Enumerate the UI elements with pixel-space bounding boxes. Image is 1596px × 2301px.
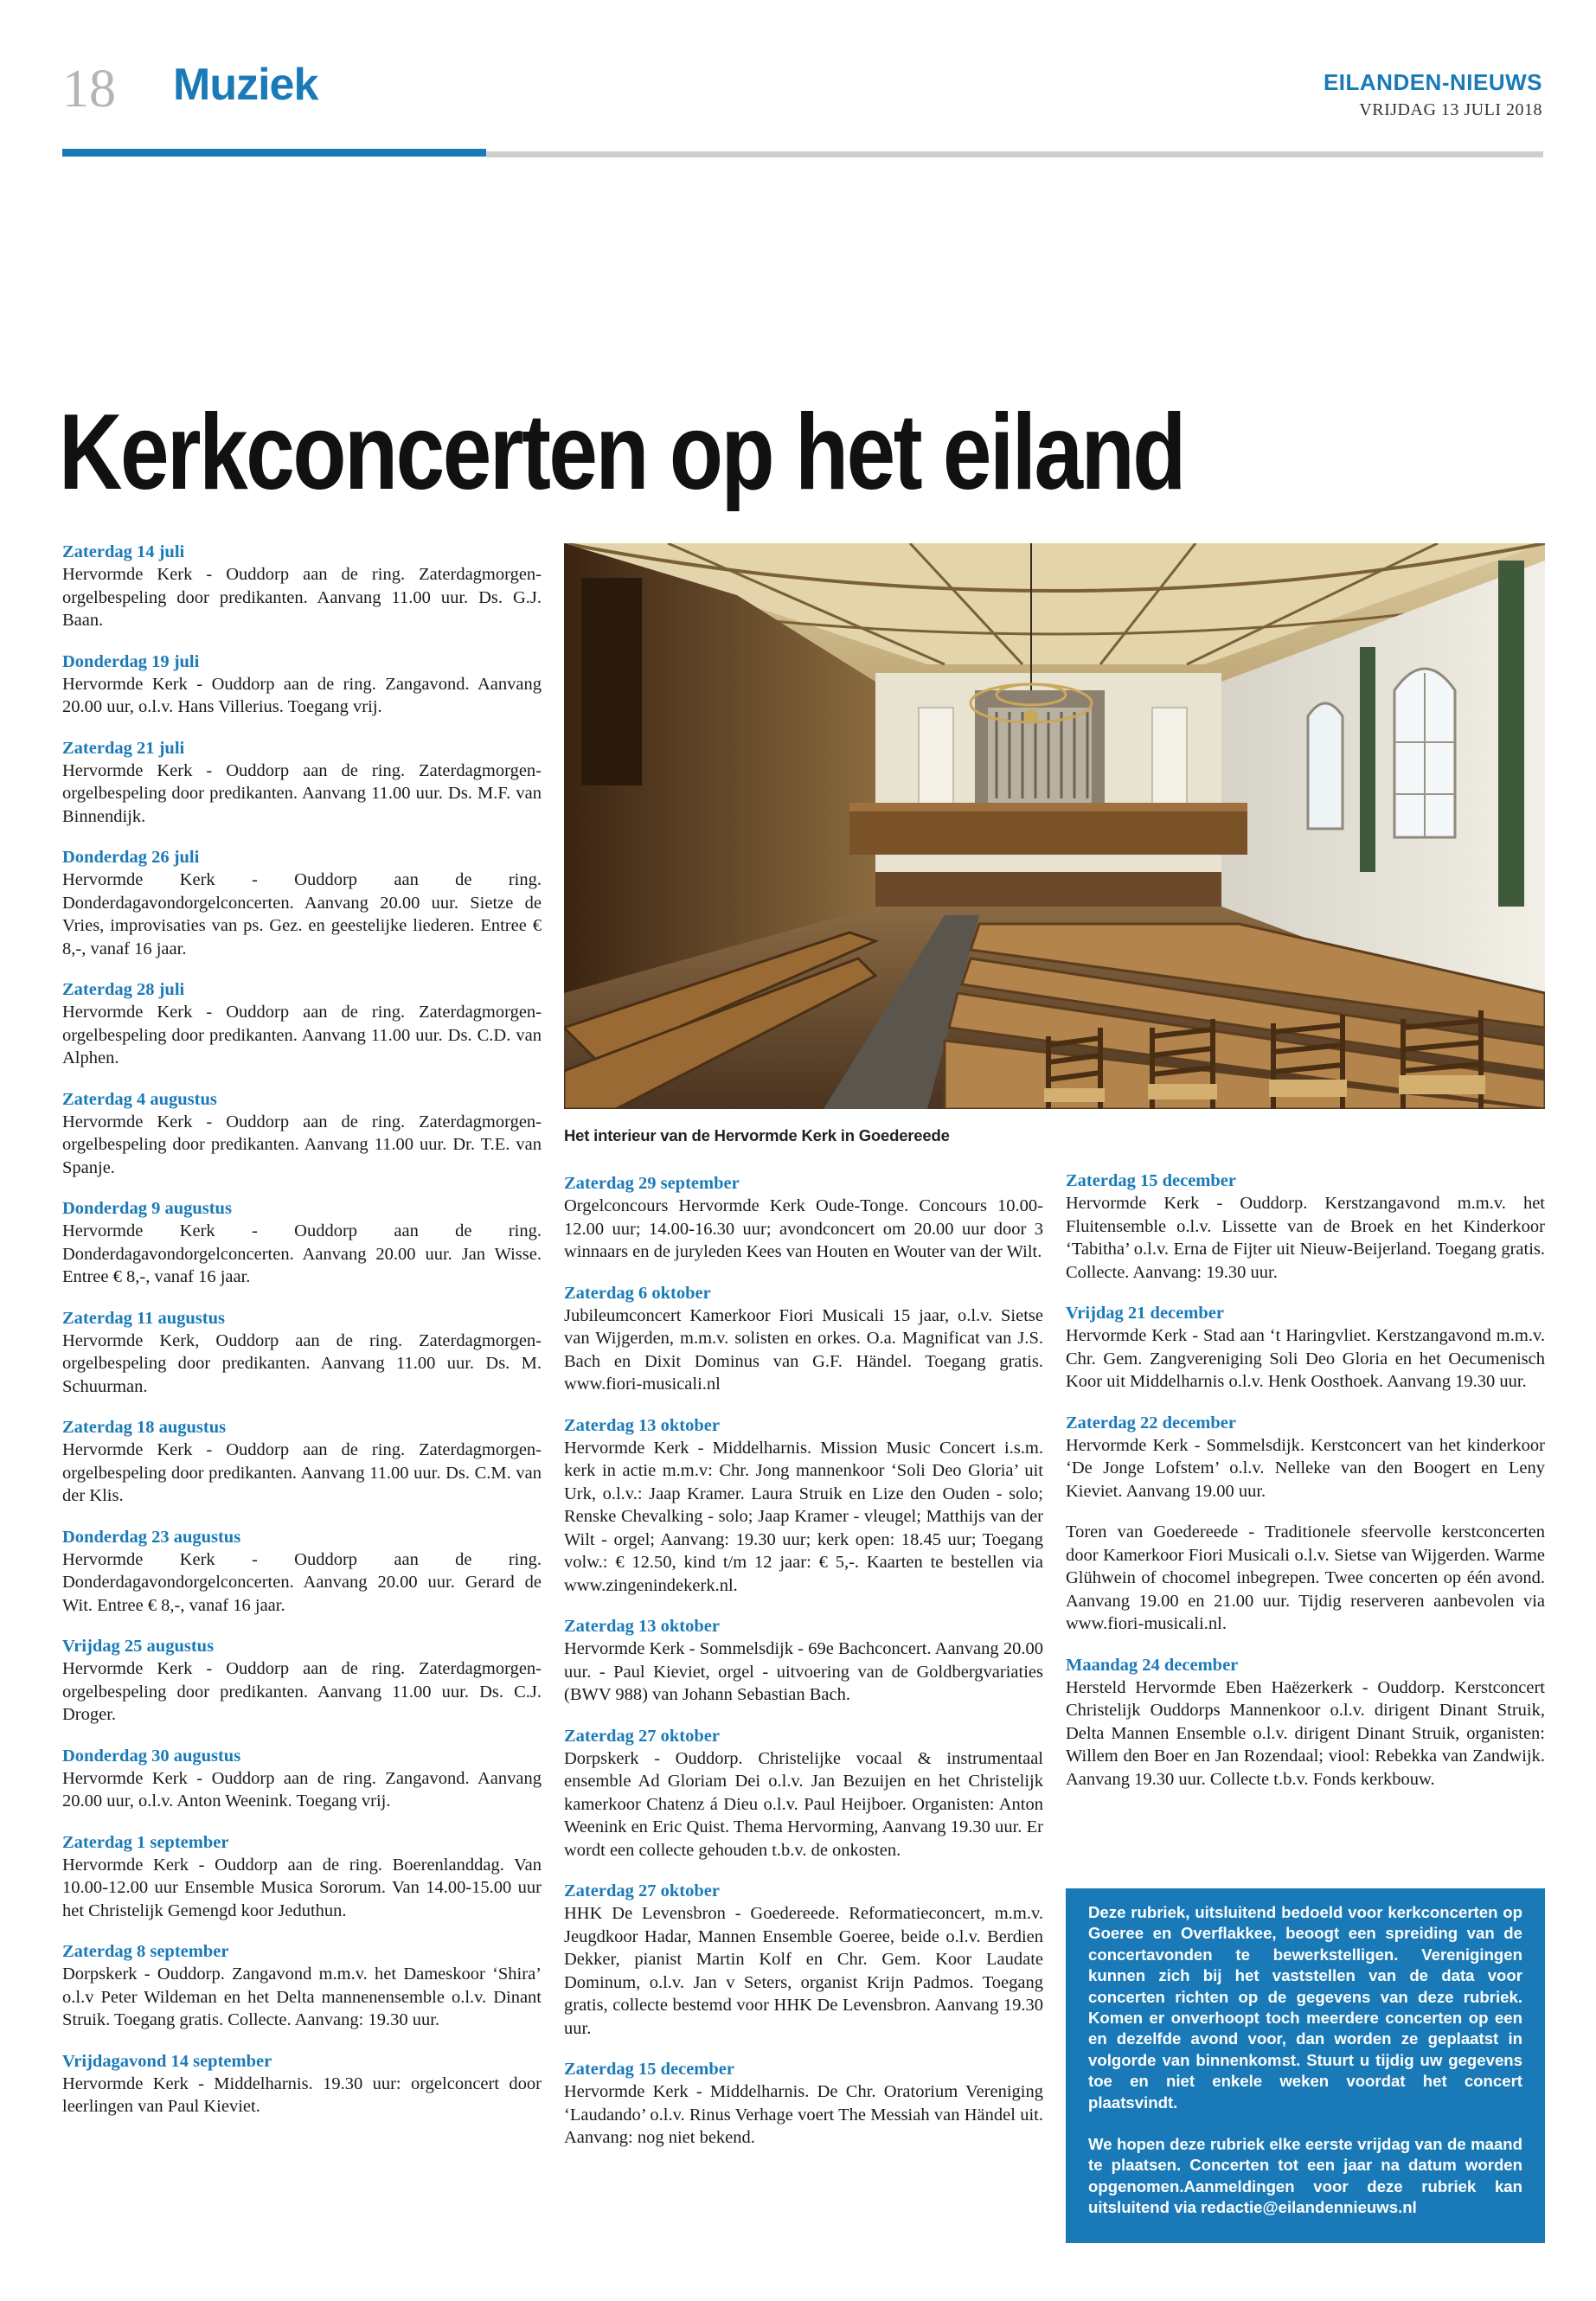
event-date: Zaterdag 6 oktober <box>564 1283 711 1303</box>
event-date: Maandag 24 december <box>1066 1655 1239 1675</box>
event-description: Hervormde Kerk - Middelharnis. 19.30 uur: orgelconcert door leerlingen van Paul Kieviet. <box>62 2073 542 2116</box>
event-date: Zaterdag 15 december <box>564 2060 734 2079</box>
event-description: Hervormde Kerk - Ouddorp aan de ring. Zaterdagmorgen-orgelbespeling door predikanten. Aanvang 11.00 uur. Ds. M.F. van Binnendijk. <box>62 760 542 826</box>
event-entry <box>62 1635 542 1727</box>
event-entry <box>62 2050 542 2118</box>
event-entry <box>564 1414 1043 1598</box>
event-date: Zaterdag 4 augustus <box>62 1089 217 1109</box>
event-description: Hervormde Kerk - Ouddorp aan de ring. Donderdagavondorgelconcerten. Aanvang 20.00 uur. Gerard de Wit. Entree € 8,-, vanaf 16 jaar. <box>62 1549 542 1615</box>
section-title: Muziek <box>173 60 318 110</box>
event-entry <box>1066 1302 1545 1394</box>
newspaper-logo: EILANDEN-NIEUWS <box>1323 69 1542 95</box>
event-description: HHK De Levensbron - Goedereede. Reformatieconcert, m.m.v. Jeugdkoor Hadar, Mannen Ensemble Goeree, beide o.l.v. Berdien Dekker, pianist Martin Kolf en Chr. Gem. Koor Laudate Dominum, o.l.v. Jan v Seters, organist Krijn Padmos. Toegang gratis, collecte bestemd voor HHK De Levensbron. Aanvang 19.30 uur. <box>564 1904 1043 2038</box>
event-description: Hersteld Hervormde Eben Haëzerkerk - Ouddorp. Kerstconcert Christelijk Ouddorps Mannenkoor o.l.v. dirigent Dinant Struik, Delta Mannen Ensemble o.l.v. dirigent Dinant Struik, organisten: Willem den Boer en Jan Rozendaal; viool: Rebekka van Zandwijk. Aanvang 19.30 uur. Collecte t.b.v. Fonds kerkbouw. <box>1066 1677 1545 1789</box>
event-date: Zaterdag 13 oktober <box>564 1415 720 1435</box>
event-date: Zaterdag 13 oktober <box>564 1617 720 1636</box>
page-number: 18 <box>62 60 116 119</box>
event-date: Zaterdag 28 juli <box>62 980 185 999</box>
event-description: Hervormde Kerk - Sommelsdijk - 69e Bachconcert. Aanvang 20.00 uur. - Paul Kieviet, orgel - uitvoering van de Goldbergvariaties (BWV 988) van Johann Sebastian Bach. <box>564 1639 1043 1704</box>
event-column-3 <box>1066 1170 1545 1809</box>
event-column-1 <box>62 541 542 2137</box>
event-description: Hervormde Kerk - Middelharnis. De Chr. Oratorium Vereniging ‘Laudando’ o.l.v. Rinus Verhage voert The Messiah van Händel uit. Aanvang: nog niet bekend. <box>564 2082 1043 2147</box>
event-entry <box>62 1088 542 1180</box>
event-date: Zaterdag 11 augustus <box>62 1308 225 1328</box>
event-entry <box>62 1745 542 1813</box>
event-entry <box>564 1282 1043 1396</box>
info-paragraph-1: Deze rubriek, uitsluitend bedoeld voor kerkconcerten op Goeree en Overflakkee, beoogt een spreiding van de concertavonden te bewerkstelligen. Verenigingen kunnen zich bij het vaststellen van de data voor concerten richten op de gegevens van deze rubriek. Komen er onverhoopt toch meerdere concerten op een en dezelfde avond voor, dan worden ze geplaatst in volgorde van binnenkomst. Stuurt u tijdig uw gegevens toe en niet enkele weken voordat het concert plaatsvindt. <box>1088 1903 1522 2112</box>
event-description: Hervormde Kerk - Stad aan ‘t Haringvliet. Kerstzangavond m.m.v. Chr. Gem. Zangvereniging Soli Deo Gloria en het Oecumenisch Koor uit Middelharnis o.l.v. Henk Oosthoek. Aanvang 19.30 uur. <box>1066 1326 1545 1391</box>
event-column-2 <box>564 1172 1043 2168</box>
event-entry <box>564 2058 1043 2150</box>
event-description: Dorpskerk - Ouddorp. Zangavond m.m.v. het Dameskoor ‘Shira’ o.l.v Peter Wildeman en het Delta mannenensemble o.l.v. Dinant Struik. Toegang gratis. Collecte. Aanvang: 19.30 uur. <box>62 1965 542 2029</box>
event-description: Jubileumconcert Kamerkoor Fiori Musicali 15 jaar, o.l.v. Sietse van Wijgerden, m.m.v. solisten en orkes. O.a. Magnificat van J.S. Bach en Dixit Dominus van G.F. Händel. Toegang gratis. www.fiori-musicali.nl <box>564 1305 1043 1394</box>
event-entry <box>62 1197 542 1289</box>
event-date: Zaterdag 27 oktober <box>564 1726 720 1746</box>
event-description: Hervormde Kerk, Ouddorp aan de ring. Zaterdagmorgen-orgelbespeling door predikanten. Aanvang 11.00 uur. Ds. M. Schuurman. <box>62 1330 542 1396</box>
event-date: Zaterdag 27 oktober <box>564 1881 720 1900</box>
event-entry <box>62 1307 542 1399</box>
event-entry <box>62 1940 542 2032</box>
event-description: Hervormde Kerk - Sommelsdijk. Kerstconcert van het kinderkoor ‘De Jonge Lofstem’ o.l.v. Nelleke van den Boogert en Leny Kieviet. Aanvang 19.00 uur. <box>1066 1435 1545 1501</box>
event-date: Zaterdag 21 juli <box>62 738 185 758</box>
event-entry <box>62 978 542 1070</box>
event-date: Zaterdag 29 september <box>564 1174 740 1193</box>
event-date: Vrijdagavond 14 september <box>62 2051 272 2071</box>
event-entry <box>62 846 542 960</box>
event-entry <box>564 1172 1043 1264</box>
header-rule-accent <box>62 149 486 157</box>
issue-date: VRIJDAG 13 JULI 2018 <box>1359 100 1542 119</box>
event-description: Hervormde Kerk - Middelharnis. Mission Music Concert i.s.m. kerk in actie m.m.v: Chr. Jong mannenkoor ‘Soli Deo Gloria’ uit Urk, o.l.v.: Jaap Kramer. Laura Struik en Lize den Ouden - solo; Renske Chevalking - solo; Jaap Kramer - vleugel; Matthijs van der Wilt - orgel; Aanvang: 19.30 uur; kerk open: 18.45 uur; Toegang volw.: € 12.50, kind t/m 12 jaar: € 5,-. Kaarten te bestellen via www.zingenindekerk.nl. <box>564 1438 1043 1595</box>
event-date: Donderdag 9 augustus <box>62 1199 232 1218</box>
event-entry <box>62 651 542 719</box>
event-entry <box>1066 1170 1545 1284</box>
info-paragraph-2: We hopen deze rubriek elke eerste vrijdag van de maand te plaatsen. Concerten tot een jaar na datum worden opgenomen.Aanmeldingen voor deze rubriek kan uitsluitend via redactie@eilandennieuws.nl <box>1088 2135 1522 2217</box>
event-date: Zaterdag 1 september <box>62 1832 229 1852</box>
event-entry <box>62 1526 542 1618</box>
event-description: Hervormde Kerk - Ouddorp aan de ring. Zaterdagmorgen-orgelbespeling door predikanten. Aanvang 11.00 uur. Ds. C.M. van der Klis. <box>62 1440 542 1505</box>
event-date: Zaterdag 22 december <box>1066 1413 1236 1433</box>
event-entry <box>564 1615 1043 1707</box>
event-description: Hervormde Kerk - Ouddorp aan de ring. Donderdagavondorgelconcerten. Aanvang 20.00 uur. Jan Wisse. Entree € 8,-, vanaf 16 jaar. <box>62 1221 542 1286</box>
event-entry <box>1066 1412 1545 1503</box>
event-description: Dorpskerk - Ouddorp. Christelijke vocaal & instrumentaal ensemble Ad Gloriam Dei o.l.v. Jan Bezuijen en het Christelijk kamerkoor Chatenz á Dieu o.l.v. Paul Heijboer. Organisten: Anton Weenink en Eric Quist. Thema Hervorming, Aanvang 19.30 uur. Er wordt een collecte gehouden t.b.v. de onkosten. <box>564 1748 1043 1860</box>
event-description: Hervormde Kerk - Ouddorp aan de ring. Zangavond. Aanvang 20.00 uur, o.l.v. Anton Weenink. Toegang vrij. <box>62 1768 542 1811</box>
event-entry <box>564 1725 1043 1862</box>
event-date: Zaterdag 15 december <box>1066 1171 1236 1190</box>
event-description: Hervormde Kerk - Ouddorp aan de ring. Zaterdagmorgen-orgelbespeling door predikanten. Aanvang 11.00 uur. Ds. G.J. Baan. <box>62 565 542 630</box>
christmas-concert-note: Toren van Goedereede - Traditionele sfeervolle kerstconcerten door Kamerkoor Fiori Musicali o.l.v. Sietse van Wijgerden. Warme Glühwein of chocomel inbegrepen. Twee concerten op één avond. Aanvang 19.00 en 21.00 uur. Tijdig reserveren aanbevolen via www.fiori-musicali.nl. <box>1066 1522 1545 1633</box>
event-date: Vrijdag 21 december <box>1066 1304 1224 1323</box>
church-interior-photo <box>564 543 1545 1109</box>
event-date: Zaterdag 18 augustus <box>62 1418 227 1437</box>
event-entry <box>62 1831 542 1923</box>
event-entry <box>62 737 542 829</box>
event-description: Orgelconcours Hervormde Kerk Oude-Tonge. Concours 10.00-12.00 uur; 14.00-16.30 uur; avondconcert om 20.00 uur door 3 winnaars en de juryleden Kees van Houten en Wouter van der Wilt. <box>564 1196 1043 1261</box>
event-entry <box>62 1416 542 1508</box>
event-entry <box>62 541 542 632</box>
event-entry <box>564 1880 1043 2040</box>
header-rule <box>486 151 1543 157</box>
article-headline: Kerkconcerten op het eiland <box>59 393 1184 512</box>
event-description: Hervormde Kerk - Ouddorp aan de ring. Boerenlanddag. Van 10.00-12.00 uur Ensemble Musica Sororum. Van 14.00-15.00 uur het Christelijk Gemengd koor Jeduthun. <box>62 1855 542 1920</box>
rubric-info-box <box>1066 1888 1545 2243</box>
event-date: Donderdag 19 juli <box>62 651 200 671</box>
event-description: Hervormde Kerk - Ouddorp aan de ring. Zaterdagmorgen-orgelbespeling door predikanten. Aanvang 11.00 uur. Ds. C.J. Droger. <box>62 1659 542 1724</box>
event-date: Vrijdag 25 augustus <box>62 1637 215 1656</box>
event-date: Donderdag 23 augustus <box>62 1527 241 1547</box>
event-date: Donderdag 26 juli <box>62 848 200 867</box>
event-date: Donderdag 30 augustus <box>62 1746 241 1766</box>
event-description: Hervormde Kerk - Ouddorp aan de ring. Zangavond. Aanvang 20.00 uur, o.l.v. Hans Villerius. Toegang vrij. <box>62 674 542 716</box>
event-date: Zaterdag 8 september <box>62 1942 229 1961</box>
event-description: Hervormde Kerk - Ouddorp aan de ring. Zaterdagmorgen-orgelbespeling door predikanten. Aanvang 11.00 uur. Ds. C.D. van Alphen. <box>62 1003 542 1067</box>
photo-caption: Het interieur van de Hervormde Kerk in Goedereede <box>564 1126 950 1144</box>
event-date: Zaterdag 14 juli <box>62 542 185 561</box>
event-description: Hervormde Kerk - Ouddorp aan de ring. Donderdagavondorgelconcerten. Aanvang 20.00 uur. Sietze de Vries, improvisaties van ps. Gez. en geestelijke liederen. Entree € 8,-, vanaf 16 jaar. <box>62 870 542 958</box>
event-description: Hervormde Kerk - Ouddorp. Kerstzangavond m.m.v. het Fluitensemble o.l.v. Lissette van de Broek en het Kinderkoor ‘Tabitha’ o.l.v. Erna de Fijter uit Nieuw-Beijerland. Toegang gratis. Collecte. Aanvang: 19.30 uur. <box>1066 1194 1545 1282</box>
event-entry <box>1066 1654 1545 1791</box>
event-description: Hervormde Kerk - Ouddorp aan de ring. Zaterdagmorgen-orgelbespeling door predikanten. Aanvang 11.00 uur. Dr. T.E. van Spanje. <box>62 1112 542 1177</box>
